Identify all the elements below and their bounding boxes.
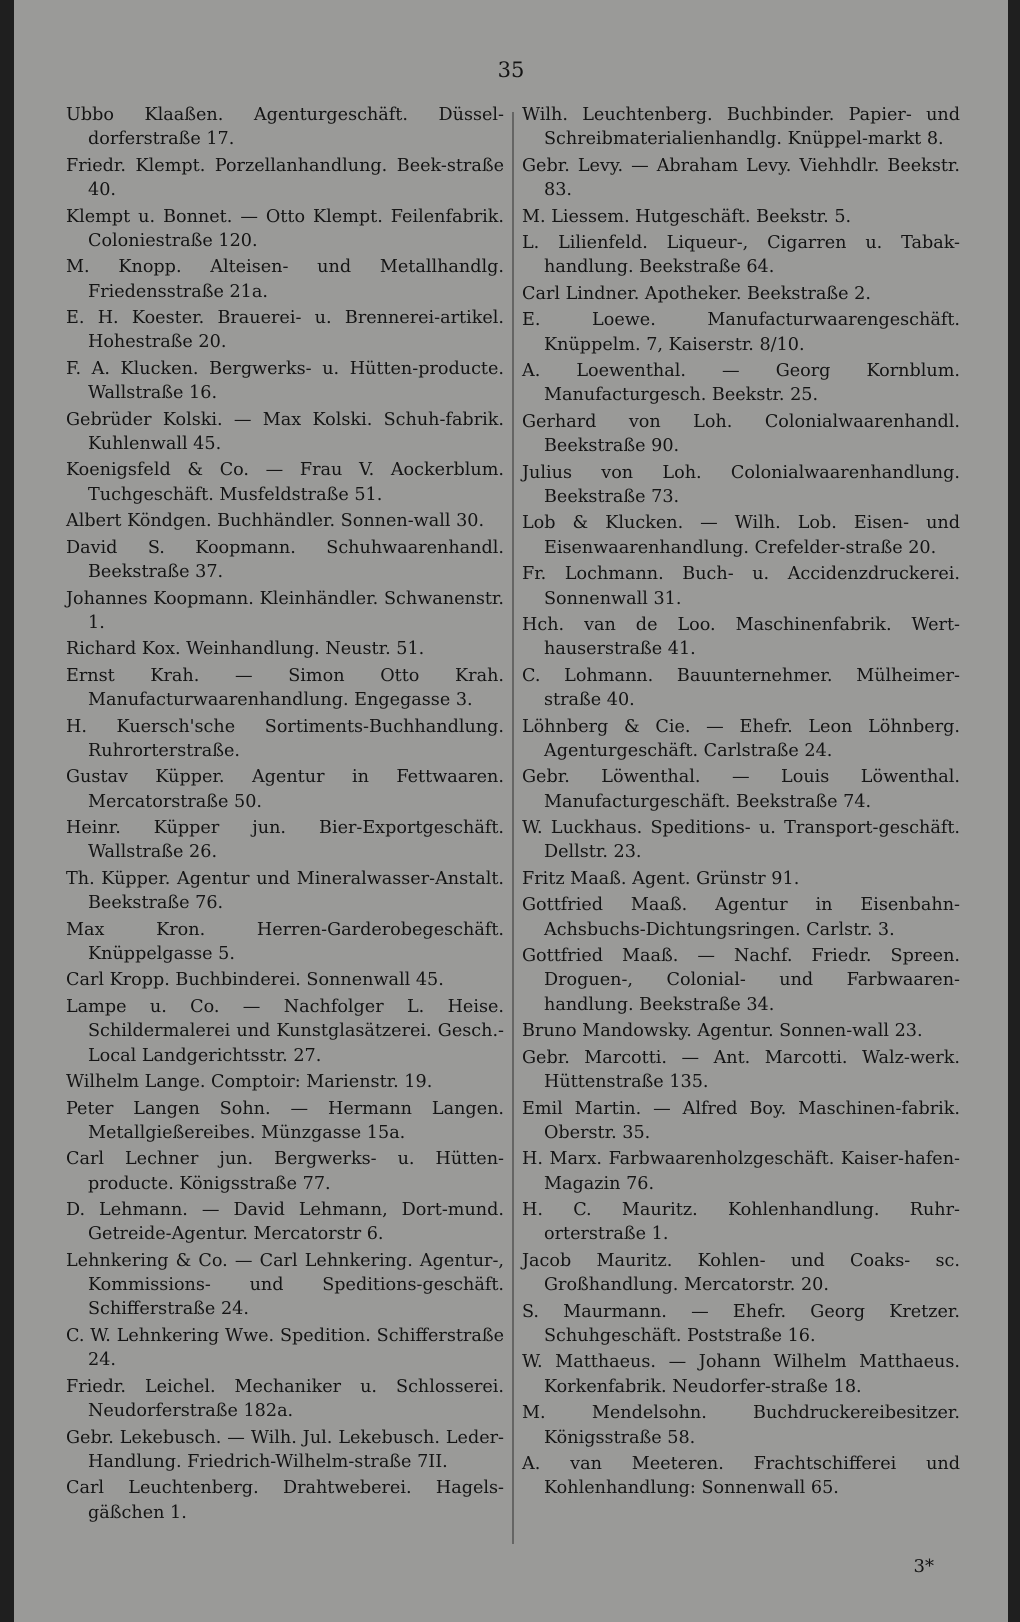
directory-entry: A. van Meeteren. Frachtschifferei und Kohlenhandlung: Sonnenwall 65.	[522, 1453, 960, 1499]
directory-entry: D. Lehmann. — David Lehmann, Dort-mund. Getreide-Agentur. Mercatorstr 6.	[66, 1200, 504, 1245]
right-column	[522, 103, 960, 1503]
directory-entry: Albert Köndgen. Buchhändler. Sonnen-wall 30.	[66, 511, 485, 532]
directory-entry: Gebr. Löwenthal. — Louis Löwenthal. Manufacturgeschäft. Beekstraße 74.	[522, 767, 960, 812]
directory-entry: Wilhelm Lange. Comptoir: Marienstr. 19.	[66, 1072, 433, 1093]
directory-entry: Max Kron. Herren-Garderobegeschäft. Knüppelgasse 5.	[66, 919, 504, 964]
directory-entry: Gebr. Marcotti. — Ant. Marcotti. Walz-werk. Hüttenstraße 135.	[522, 1047, 960, 1093]
directory-entry: Lob & Klucken. — Wilh. Lob. Eisen- und Eisenwaarenhandlung. Crefelder-straße 20.	[522, 513, 960, 558]
directory-entry: Gottfried Maaß. Agentur in Eisenbahn-Achsbuchs-Dichtungsringen. Carlstr. 3.	[522, 895, 960, 940]
directory-entry: M. Liessem. Hutgeschäft. Beekstr. 5.	[522, 206, 852, 227]
directory-entry: Carl Leuchtenberg. Drahtweberei. Hagels-gäßchen 1.	[66, 1478, 504, 1523]
directory-entry: E. Loewe. Manufacturwaarengeschäft. Knüppelm. 7, Kaiserstr. 8/10.	[522, 310, 960, 355]
directory-entry: Julius von Loh. Colonialwaarenhandlung. Beekstraße 73.	[522, 462, 960, 507]
directory-entry: Friedr. Klempt. Porzellanhandlung. Beek-straße 40.	[66, 155, 504, 201]
directory-entry: Wilh. Leuchtenberg. Buchbinder. Papier- und Schreibmaterialienhandlg. Knüppel-markt 8.	[522, 105, 960, 150]
directory-entry: Johannes Koopmann. Kleinhändler. Schwanenstr. 1.	[66, 588, 504, 633]
directory-entry: C. Lohmann. Bauunternehmer. Mülheimer-straße 40.	[522, 665, 960, 711]
directory-entry: H. Kuersch'sche Sortiments-Buchhandlung. Ruhrorterstraße.	[66, 716, 504, 761]
directory-entry: Carl Lindner. Apotheker. Beekstraße 2.	[522, 283, 871, 304]
directory-entry: M. Knopp. Alteisen- und Metallhandlg. Friedensstraße 21a.	[66, 257, 504, 302]
directory-entry: Koenigsfeld & Co. — Frau V. Aockerblum. Tuchgeschäft. Musfeldstraße 51.	[66, 460, 504, 505]
directory-entry: A. Loewenthal. — Georg Kornblum. Manufacturgesch. Beekstr. 25.	[522, 361, 960, 406]
directory-entry: H. Marx. Farbwaarenholzgeschäft. Kaiser-hafen-Magazin 76.	[522, 1149, 960, 1194]
directory-entry: Gottfried Maaß. — Nachf. Friedr. Spreen. Droguen-, Colonial- und Farbwaaren-handlung. Beekstraße 34.	[522, 946, 960, 1015]
directory-entry: Gebr. Lekebusch. — Wilh. Jul. Lekebusch. Leder-Handlung. Friedrich-Wilhelm-straße 7II.	[66, 1427, 504, 1472]
directory-entry: Ernst Krah. — Simon Otto Krah. Manufacturwaarenhandlung. Engegasse 3.	[66, 665, 504, 711]
directory-entry: Lehnkering & Co. — Carl Lehnkering. Agentur-, Kommissions- und Speditions-geschäft. Schifferstraße 24.	[66, 1250, 504, 1320]
directory-entry: Th. Küpper. Agentur und Mineralwasser-Anstalt. Beekstraße 76.	[66, 868, 504, 914]
directory-entry: Emil Martin. — Alfred Boy. Maschinen-fabrik. Oberstr. 35.	[522, 1098, 960, 1143]
left-column	[66, 103, 504, 1527]
directory-entry: Heinr. Küpper jun. Bier-Exportgeschäft. Wallstraße 26.	[66, 818, 504, 863]
directory-entry: Friedr. Leichel. Mechaniker u. Schlosserei. Neudorferstraße 182a.	[66, 1376, 504, 1422]
directory-page	[14, 0, 1008, 1622]
directory-entry: F. A. Klucken. Bergwerks- u. Hütten-producte. Wallstraße 16.	[66, 358, 504, 404]
directory-entry: Lampe u. Co. — Nachfolger L. Heise. Schildermalerei und Kunstglasätzerei. Gesch.-Local Landgerichtsstr. 27.	[66, 996, 504, 1066]
directory-entry: W. Luckhaus. Speditions- u. Transport-geschäft. Dellstr. 23.	[522, 818, 960, 863]
directory-entry: L. Lilienfeld. Liqueur-, Cigarren u. Tabak-handlung. Beekstraße 64.	[522, 233, 960, 278]
directory-entry: C. W. Lehnkering Wwe. Spedition. Schifferstraße 24.	[66, 1325, 504, 1371]
directory-entry: Richard Kox. Weinhandlung. Neustr. 51.	[66, 639, 425, 660]
directory-entry: M. Mendelsohn. Buchdruckereibesitzer. Königsstraße 58.	[522, 1403, 960, 1448]
directory-entry: Hch. van de Loo. Maschinenfabrik. Wert-hauserstraße 41.	[522, 615, 960, 660]
directory-entry: E. H. Koester. Brauerei- u. Brennerei-artikel. Hohestraße 20.	[66, 308, 504, 353]
directory-entry: Peter Langen Sohn. — Hermann Langen. Metallgießereibes. Münzgasse 15a.	[66, 1098, 504, 1143]
directory-entry: S. Maurmann. — Ehefr. Georg Kretzer. Schuhgeschäft. Poststraße 16.	[522, 1301, 960, 1346]
directory-entry: Fr. Lochmann. Buch- u. Accidenzdruckerei. Sonnenwall 31.	[522, 564, 960, 609]
directory-entry: Löhnberg & Cie. — Ehefr. Leon Löhnberg. Agenturgeschäft. Carlstraße 24.	[522, 716, 960, 761]
directory-entry: Jacob Mauritz. Kohlen- und Coaks- sc. Großhandlung. Mercatorstr. 20.	[522, 1250, 960, 1296]
directory-entry: Gebr. Levy. — Abraham Levy. Viehhdlr. Beekstr. 83.	[522, 155, 960, 201]
column-divider	[512, 112, 514, 1544]
directory-entry: Ubbo Klaaßen. Agenturgeschäft. Düssel-dorferstraße 17.	[66, 105, 504, 150]
directory-entry: Carl Lechner jun. Bergwerks- u. Hütten-producte. Königsstraße 77.	[66, 1149, 504, 1194]
directory-entry: Gebrüder Kolski. — Max Kolski. Schuh-fabrik. Kuhlenwall 45.	[66, 409, 504, 454]
directory-entry: Fritz Maaß. Agent. Grünstr 91.	[522, 868, 800, 889]
signature-mark: 3*	[913, 1556, 934, 1577]
directory-entry: Gustav Küpper. Agentur in Fettwaaren. Mercatorstraße 50.	[66, 767, 504, 812]
page-number: 35	[497, 58, 525, 82]
directory-entry: Klempt u. Bonnet. — Otto Klempt. Feilenfabrik. Coloniestraße 120.	[66, 206, 504, 251]
directory-entry: Carl Kropp. Buchbinderei. Sonnenwall 45.	[66, 970, 444, 991]
directory-entry: H. C. Mauritz. Kohlenhandlung. Ruhr-orterstraße 1.	[522, 1200, 960, 1245]
directory-entry: Bruno Mandowsky. Agentur. Sonnen-wall 23.	[522, 1021, 923, 1042]
directory-entry: Gerhard von Loh. Colonialwaarenhandl. Beekstraße 90.	[522, 411, 960, 457]
directory-entry: W. Matthaeus. — Johann Wilhelm Matthaeus. Korkenfabrik. Neudorfer-straße 18.	[522, 1352, 960, 1397]
directory-entry: David S. Koopmann. Schuhwaarenhandl. Beekstraße 37.	[66, 537, 504, 583]
